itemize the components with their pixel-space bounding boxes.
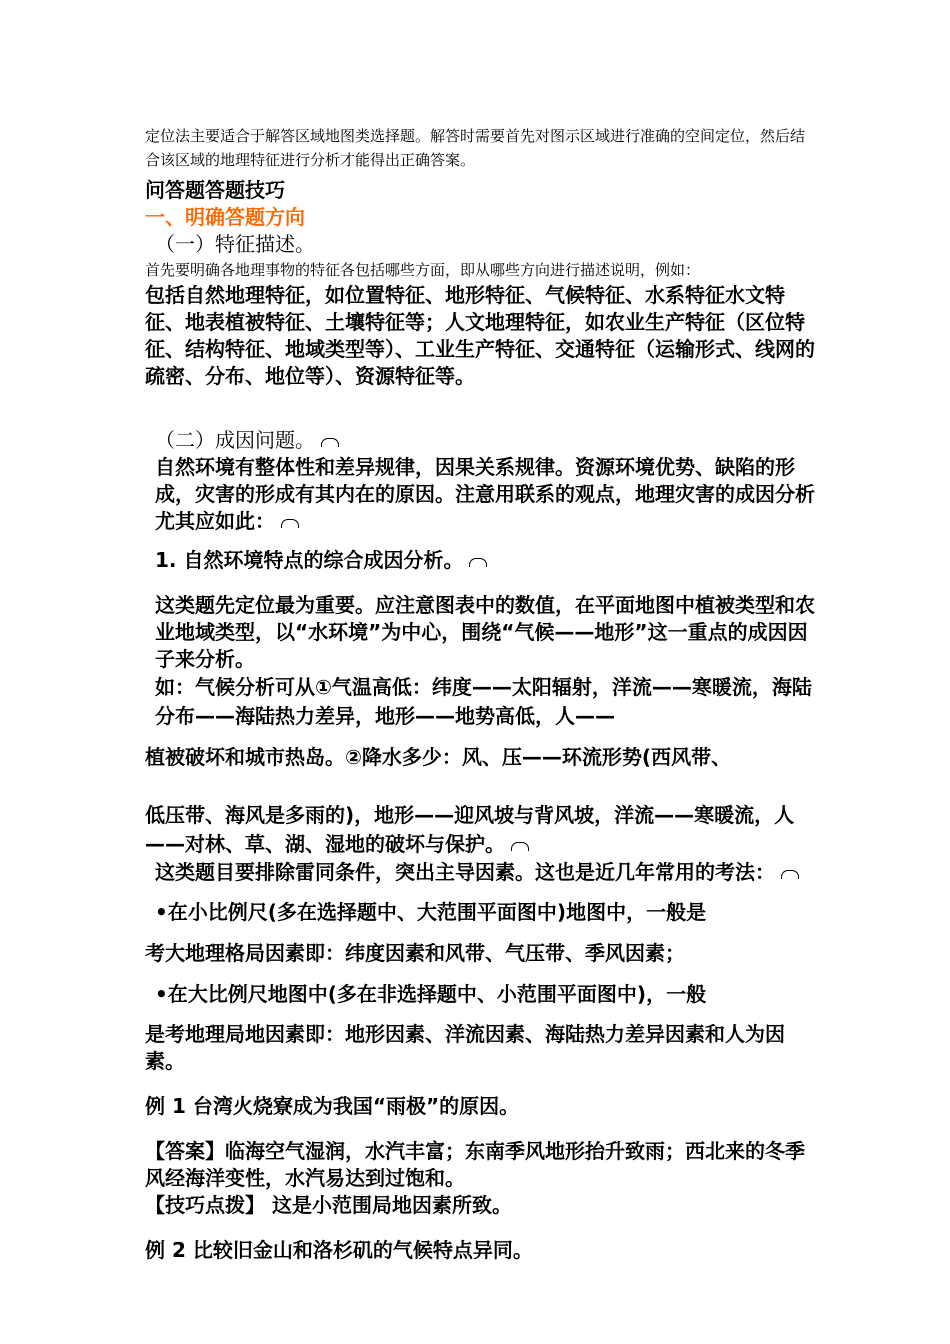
tip-1: 【技巧点拨】 这是小范围局地因素所致。 (145, 1193, 512, 1217)
anchor-mark-icon (511, 842, 529, 851)
example-1: 例 1 台湾火烧寮成为我国“雨极”的原因。 (145, 1094, 520, 1118)
document-page (145, 124, 815, 1264)
intro-paragraph: 定位法主要适合于解答区域地图类选择题。解答时需要首先对图示区域进行准确的空间定位，然后结合该区域的地理特征进行分析才能得出正确答案。 (145, 127, 806, 169)
paragraph-3-text: 这类题目要排除雷同条件，突出主导因素。这也是近几年常用的考法： (155, 860, 775, 884)
paragraph-1: 这类题先定位最为重要。应注意图表中的数值，在平面地图中植被类型和农业地域类型，以“水环境”为中心，围绕“气候——地形”这一重点的成因因子来分析。 (155, 593, 815, 671)
paragraph-2b: 植被破坏和城市热岛。②降水多少：风、压——环流形势(西风带、 (145, 745, 732, 769)
bullet-2b: 是考地理局地因素即：地形因素、洋流因素、海陆热力差异因素和人为因素。 (145, 1022, 785, 1073)
answer-1: 【答案】临海空气湿润，水汽丰富；东南季风地形抬升致雨；西北来的冬季风经海洋变性，水汽易达到过饱和。 (145, 1139, 805, 1190)
anchor-mark-icon (321, 438, 339, 447)
causes-body-text: 自然环境有整体性和差异规律，因果关系规律。资源环境优势、缺陷的形成，灾害的形成有其内在的原因。注意用联系的观点，地理灾害的成因分析尤其应如此： (155, 455, 815, 533)
point-1 (145, 547, 815, 574)
anchor-mark-icon (781, 870, 799, 879)
subheading-causes (145, 426, 815, 454)
bullet-2a: •在大比例尺地图中(多在非选择题中、小范围平面图中)，一般 (155, 982, 707, 1006)
features-body: 包括自然地理特征，如位置特征、地形特征、气候特征、水系特征水文特征、地表植被特征、土壤特征等；人文地理特征，如农业生产特征（区位特征、结构特征、地域类型等）、工业生产特征、交通特征（运输形式、线网的疏密、分布、地位等）、资源特征等。 (145, 283, 815, 388)
subheading-features: （一）特征描述。 (155, 232, 315, 256)
bullet-1a: •在小比例尺(多在选择题中、大范围平面图中)地图中，一般是 (155, 900, 707, 924)
anchor-mark-icon (469, 558, 487, 567)
causes-body (145, 454, 815, 535)
orange-heading: 一、明确答题方向 (145, 205, 305, 229)
section-heading: 问答题答题技巧 (145, 178, 285, 202)
paragraph-2c-text: 低压带、海风是多雨的)，地形——迎风坡与背风坡，洋流——寒暖流，人——对林、草、湖、湿地的破坏与保护。 (145, 803, 795, 856)
bullet-1b: 考大地理格局因素即：纬度因素和风带、气压带、季风因素； (145, 941, 685, 965)
example-2: 例 2 比较旧金山和洛杉矶的气候特点异同。 (145, 1238, 533, 1262)
features-intro: 首先要明确各地理事物的特征各包括哪些方面，即从哪些方向进行描述说明，例如： (145, 261, 701, 279)
anchor-mark-icon (281, 519, 299, 528)
subheading-causes-text: （二）成因问题。 (155, 428, 315, 452)
paragraph-2a: 如：气候分析可从①气温高低：纬度——太阳辐射，洋流——寒暖流，海陆分布——海陆热力差异，地形——地势高低，人—— (155, 675, 812, 728)
paragraph-2c (145, 801, 815, 859)
paragraph-3 (145, 859, 815, 886)
point-1-text: 1. 自然环境特点的综合成因分析。 (155, 548, 464, 572)
